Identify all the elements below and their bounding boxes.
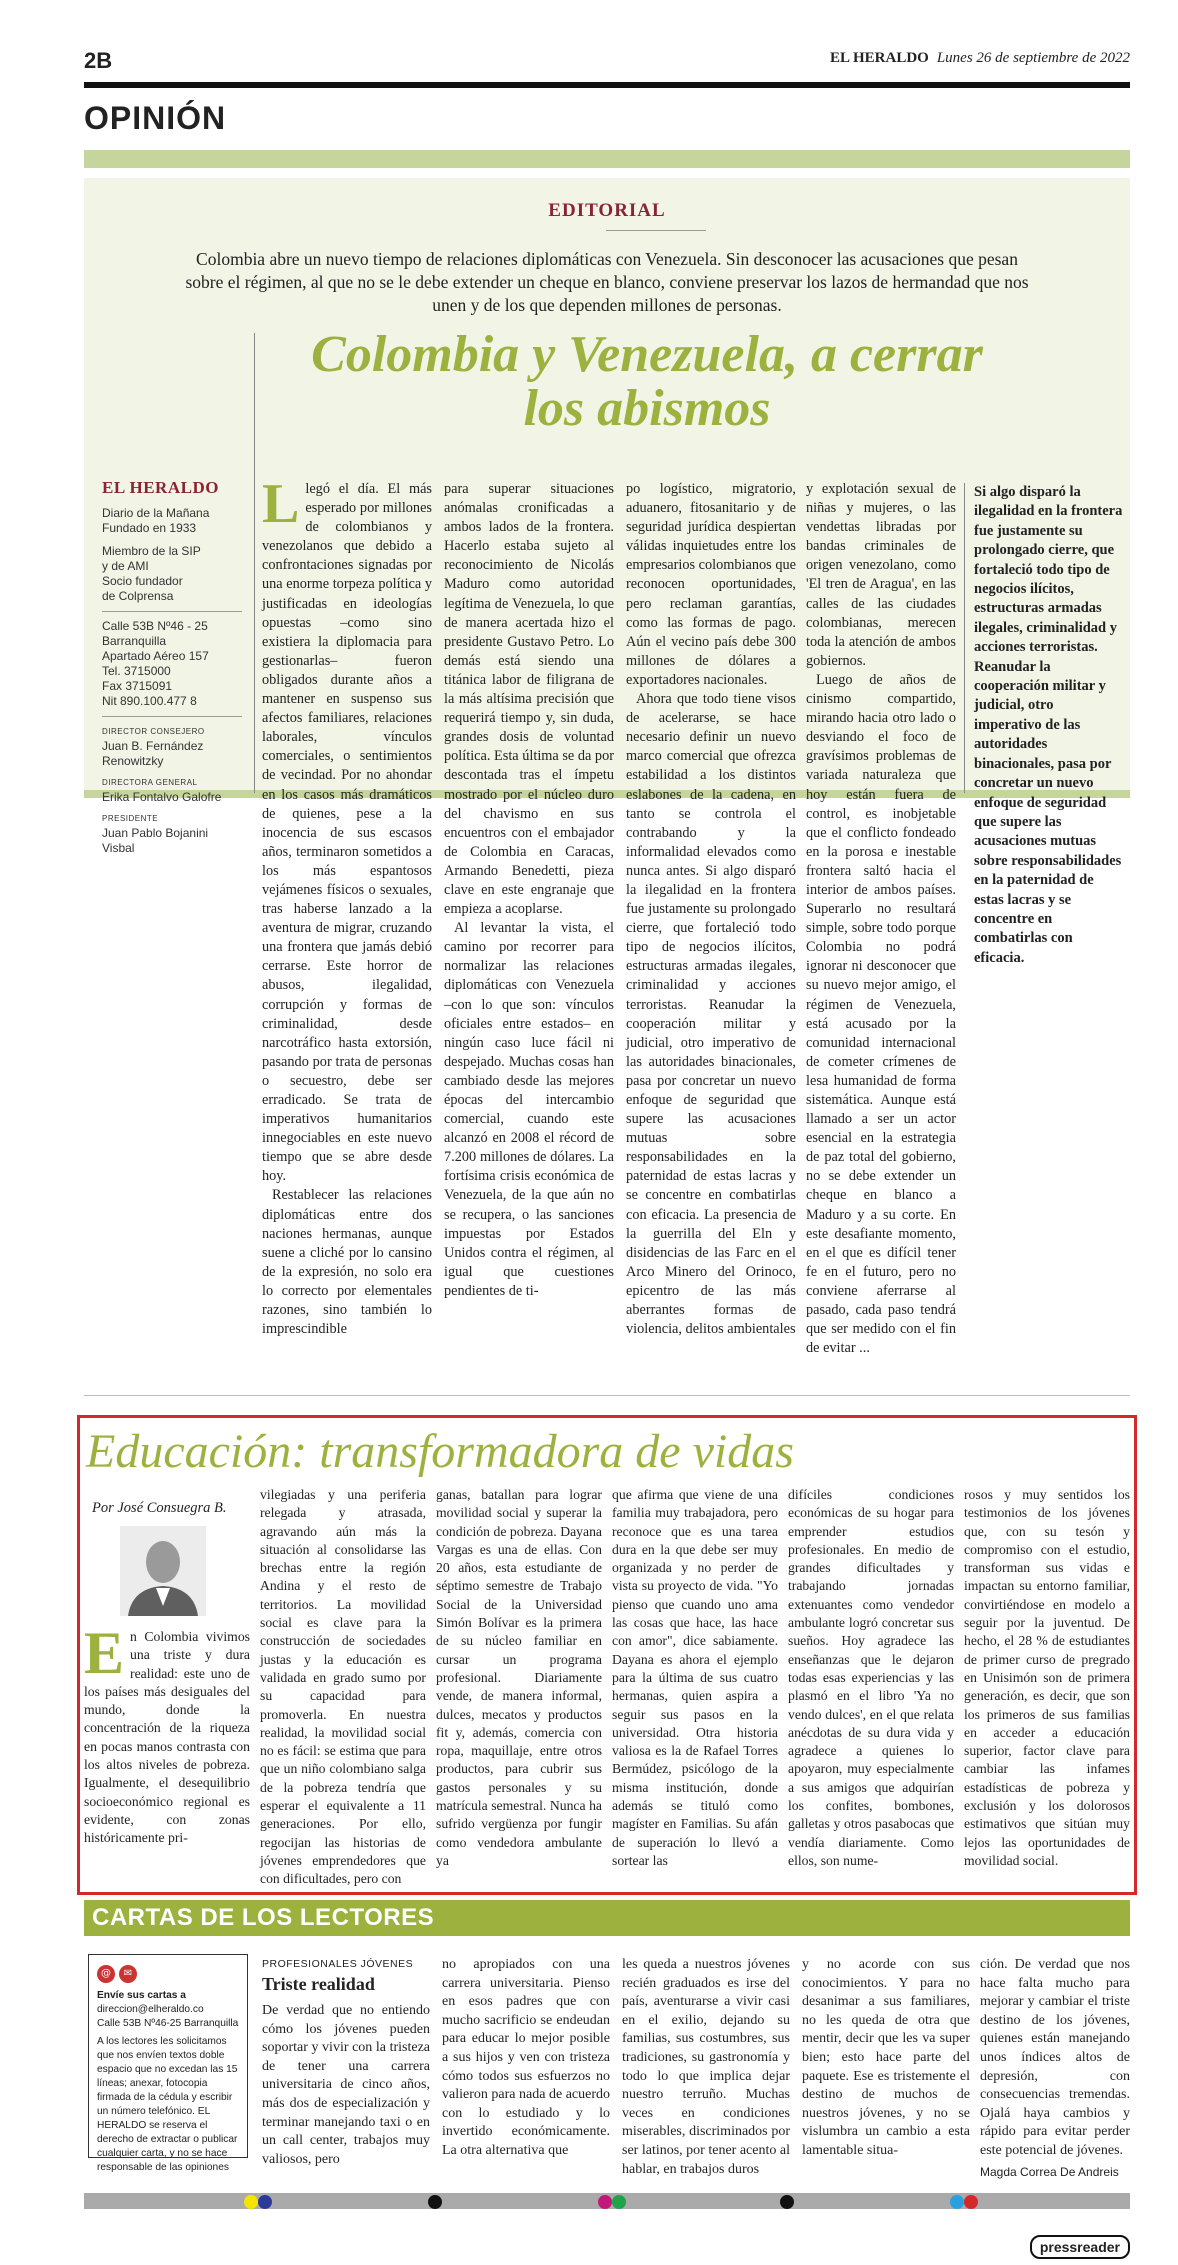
masthead-address: Fax 3715091	[102, 679, 173, 693]
pullquote-divider	[964, 483, 965, 793]
section-title: OPINIÓN	[84, 100, 227, 136]
editorial-column-3	[626, 480, 796, 1339]
editorial-label-rule	[606, 230, 706, 231]
registration-dot	[780, 2195, 794, 2209]
paragraph: po logístico, migratorio, aduanero, fitosanitario y de seguridad jurídica despiertan válidas inquietudes entre los empresarios colombianos que reconocen oportunidades, pero reclaman garantías, como las formas de pago. Aún el vecino país debe 300 millones de dólares a exportadores nacionales.	[626, 481, 796, 688]
contact-title: Envíe sus cartas a	[97, 1990, 186, 2001]
column-text-2: vilegiadas y una periferia relegada y atrasada, agravando aún más la situación al consolidarse las brechas entre la región Andina y el resto de territorios. La movilidad social es clave para la construcción de sociedades justas y la educación es validada en grado sumo por su capacidad para promoverla. En nuestra realidad, la movilidad social no es fácil: se estima que para que un niño colombiano salga de la pobreza tendría que esperar el equivalente a 11 generaciones. Por ello, regocijan las historias de jóvenes emprendedores que con dificultades, pero con	[260, 1487, 426, 1887]
pressreader-logo: pressreader	[1030, 2235, 1130, 2259]
editorial-column-2	[444, 480, 614, 1301]
registration-dot	[950, 2195, 964, 2209]
masthead-address: Nit 890.100.477 8	[102, 694, 197, 708]
section-divider	[84, 1395, 1130, 1396]
editorial-column-4	[806, 480, 956, 1357]
paper-dateline	[830, 50, 1130, 67]
masthead-person: Juan Pablo Bojanini Visbal	[102, 826, 209, 855]
column-text-4: que afirma que viene de una familia muy trabajadora, pero reconoce que es una tarea dura en la que debe ser muy organizada y no perder de vista su proyecto de vida. "Yo pienso que cuando uno ama las cosas que hace, las hace con amor", dice sabiamente. Dayana es ahora el ejemplo para la última de sus cuatro hermanas, quien aspira a seguir sus pasos en la universidad. Otra historia valiosa es la de Rafael Torres Bermúdez, psicólogo de la misma institución, donde además se tituló como magíster en Familias. Su afán de superación lo llevó a sortear las	[612, 1487, 778, 1868]
issue-date: Lunes 26 de septiembre de 2022	[936, 50, 1130, 66]
column-headline: Educación: transformadora de vidas	[86, 1425, 794, 1478]
drop-cap: E	[84, 1620, 125, 1686]
masthead-address: Barranquilla	[102, 634, 167, 648]
letter-column-1: De verdad que no entiendo cómo los jóvenes pueden soportar y vivir con la tristeza de tener una carrera universitaria de cinco años, más dos de especialización y terminar manejando taxi o en un call center, trabajos muy valiosos, pero	[262, 2003, 430, 2167]
letter-column-5	[980, 1956, 1130, 2179]
editorial-headline: Colombia y Venezuela, a cerrar los abismos	[311, 326, 983, 437]
column-text-1	[84, 1620, 250, 1848]
masthead-line: y de AMI	[102, 559, 149, 573]
registration-dot	[258, 2195, 272, 2209]
registration-dot	[598, 2195, 612, 2209]
paragraph: Ahora que todo tiene visos de acelerarse, se hace necesario definir un nuevo marco comercial que ofrezca estabilidad a los distintos eslabones de la cadena, en tanto se controla el contrabando y la informalidad elevados como nunca antes. Si algo disparó la ilegalidad en la frontera fue justamente su prolongado cierre, que fortaleció todo tipo de negocios ilícitos, estructuras armadas ilegales, criminalidad y acciones terroristas. Reanudar la cooperación militar y judicial, otro imperativo de las autoridades binacionales, pasa por concretar un nuevo enfoque de seguridad que supere las acusaciones mutuas sobre responsabilidades en la paternidad de estas lacras y se concentre en combatirlas con eficacia. La presencia de la guerrilla del Eln y disidencias de las Farc en el Arco Minero del Orinoco, epicentro de las más aberrantes formas de violencia, delitos ambientales	[626, 691, 796, 1338]
mail-icon: ✉	[119, 1965, 137, 1983]
masthead-role: DIRECTOR CONSEJERO	[102, 727, 205, 736]
masthead-line: de Colprensa	[102, 589, 174, 603]
masthead-divider	[102, 716, 242, 717]
masthead-role: DIRECTORA GENERAL	[102, 778, 198, 787]
masthead-person: Juan B. Fernández Renowitzky	[102, 739, 204, 768]
masthead-address: Apartado Aéreo 157	[102, 649, 209, 663]
letter-column-4: y no acorde con sus conocimientos. Y para no desanimar a sus familiares, no les queda de otra que mentir, decir que les va super bien; esto hace parte del paquete. Ese es tristemente el destino de muchos de nuestros jóvenes, y no se vislumbra un cambio a esta lamentable situa-	[802, 1957, 970, 2158]
registration-dot	[612, 2195, 626, 2209]
masthead-line: Miembro de la SIP	[102, 544, 201, 558]
editorial-label: EDITORIAL	[548, 200, 666, 221]
masthead	[102, 478, 242, 856]
paragraph: para superar situaciones anómalas cronificadas a ambos lados de la frontera. Hacerlo estaba sujeto al reconocimiento de Nicolás Maduro como autoridad legítima de Venezuela, lo que de manera acertada hizo el presidente Gustavo Petro. Lo demás está siendo una titánica labor de filigrana de la más altísima precisión que requerirá tiempo y, sin duda, grandes dosis de voluntad política. Esta última se da por descontada tras el ímpetu mostrado por el núcleo duro del chavismo en sus encuentros con el embajador de Colombia en Caracas, Armando Benedetti, pieza clave en este engranaje que empieza a acoplarse.	[444, 481, 614, 918]
masthead-line: Diario de la Mañana	[102, 506, 210, 520]
masthead-line: Socio fundador	[102, 574, 183, 588]
paragraph: Al levantar la vista, el camino por recorrer para normalizar las relaciones diplomáticas con Venezuela –con lo que son: vínculos oficiales entre estados– en ningún caso luce fácil ni despejado. Muchas cosas han cambiado desde las mejores épocas del intercambio comercial, cuando este alcanzó en 2008 el récord de 7.200 millones de dólares. La fortísima crisis económica de Venezuela, de la que aún no se recupera, o las sanciones impuestas por Estados Unidos contra el régimen, al igual que cuestiones pendientes de ti-	[444, 920, 614, 1299]
contact-email[interactable]: direccion@elheraldo.co	[97, 2004, 204, 2015]
column-text-5: difíciles condiciones económicas de su hogar para emprender estudios profesionales. En medio de grandes dificultades y trabajando jornadas extenuantes como vendedor ambulante logró concretar sus sueños. Hoy agradece las enseñanzas que le dejaron todas esas experiencias y las plasmó en el libro 'Ya no vendo dulces', en el que relata anécdotas de su dura vida y agradece a quienes lo apoyaron, muy especialmente a sus amigos que adquirían los confites, bombones, galletas y otros pasabocas que vendía diariamente. Como ellos, son nume-	[788, 1487, 954, 1868]
registration-dot	[428, 2195, 442, 2209]
column-author: Por José Consuegra B.	[92, 1500, 227, 1516]
header-rule	[84, 82, 1130, 88]
letter-column-3: les queda a nuestros jóvenes recién graduados es irse del país, aventurarse a vivir casi en el exilio, dejando su familias, sus costumbres, sus tradiciones, su gastronomía y todo lo que implica dejar nuestro terruño. Muchas veces en condiciones miserables, discriminados por ser latinos, por tener acento al hablar, en trabajos duros	[622, 1957, 790, 2177]
editorial-lead: Colombia abre un nuevo tiempo de relaciones diplomáticas con Venezuela. Sin desconocer las acusaciones que pesan sobre el régimen, al que no se le debe extender un cheque en blanco, conviene preservar los lazos de hermandad que nos unen y de los que dependen millones de personas.	[185, 249, 1029, 315]
contact-address: Calle 53B Nº46-25 Barranquilla	[97, 2018, 239, 2029]
letter-signature: Magda Correa De Andreis	[980, 2164, 1119, 2179]
letter-headline: Triste realidad	[262, 1974, 375, 1994]
paragraph: Luego de años de cinismo compartido, mirando hacia otro lado o desviando el foco de gravísimos problemas de variada naturaleza que hoy están fuera de control, es inobjetable que el conflicto fondeado en la porosa e inestable frontera saltó hacia el interior de ambos países. Superarlo no resultará simple, sobre todo porque Colombia no podrá ignorar ni desconocer que su nuevo mejor amigo, el régimen de Venezuela, está acusado por la comunidad internacional de cometer crímenes de lesa humanidad de forma sistemática. Aunque está llamado a ser un actor esencial en la estrategia de paz total del gobierno, no se debe extender un cheque en blanco a Maduro y a su corte. En este desafiante momento, en el que es difícil tener fe en el futuro, pero no conviene aferrarse al pasado, cada paso tendrá que ser medido con el fin de evitar ...	[806, 671, 956, 1357]
editorial-box	[84, 178, 1130, 1357]
letter-column-2: no apropiados con una carrera universitaria. Pienso en esos padres que con mucho sacrificio se endeudan para educar lo mejor posible a sus hijos y ven con tristeza cómo todos sus esfuerzos no valieron para nada de acuerdo con lo estudiado y lo invertido económicamente. La otra alternativa que	[442, 1957, 610, 2158]
paragraph: legó el día. El más esperado por millones de colombianos y venezolanos que debido a confrontaciones signadas por una enorme torpeza política y justificadas en ideologías opuestas –como sino existiera la diplomacia para gestionarlas– fueron obligados durante años a mantener en suspenso sus afectos familiares, relaciones laborales, vínculos comerciales, o sentimientos de vecindad. Por no ahondar en los casos más dramáticos de quienes, pese a la inocencia de sus escasos años, terminaron sometidos a los más espantosos vejámenes físicos o sexuales, tras haberse lanzado a la aventura de migrar, cruzando una frontera que jamás debió cerrarse. Este horror de abusos, ilegalidad, corrupción y formas de criminalidad, desde narcotráfico hasta extorsión, pasando por trata de personas o secuestro, debe ser erradicado. Se trata de imperativos humanitarios innegociables en este nuevo tiempo que se abre desde hoy.	[262, 481, 432, 1185]
masthead-address: Tel. 3715000	[102, 664, 171, 678]
drop-cap: L	[262, 473, 300, 535]
at-icon: @	[97, 1965, 115, 1983]
letter-kicker: PROFESIONALES JÓVENES	[262, 1958, 414, 1970]
paragraph: n Colombia vivimos una triste y dura realidad: este uno de los países más desiguales del mundo, donde la concentración de la riqueza en pocas manos contrasta con los altos niveles de pobreza. Igualmente, el desequilibrio socioeconómico regional es evidente, con zonas históricamente pri-	[84, 1629, 250, 1846]
paragraph: ción. De verdad que nos hace falta mucho para mejorar y cambiar el triste destino de los jóvenes, quienes están manejando unos índices altos de depresión, con consecuencias tremendas. Ojalá haya cambios y rápido para evitar perder este potencial de jóvenes.	[980, 1957, 1130, 2158]
paragraph: Restablecer las relaciones diplomáticas entre dos naciones hermanas, aunque suene a cliché por lo cansino de la expresión, no solo era lo correcto por elementales razones, sino también lo imprescindible	[262, 1187, 432, 1338]
letters-section-title: CARTAS DE LOS LECTORES	[92, 1904, 435, 1931]
masthead-logo: EL HERALDO	[102, 478, 219, 497]
highlighted-column-box	[77, 1415, 1137, 1895]
page-number: 2B	[84, 48, 113, 73]
editorial-pullquote: Si algo disparó la ilegalidad en la frontera fue justamente su prolongado cierre, que fortaleció todo tipo de negocios ilícitos, estructuras armadas ilegales, criminalidad y acciones terroristas. Reanudar la cooperación militar y judicial, otro imperativo de las autoridades binacionales, pasa por concretar un nuevo enfoque de seguridad que supere las acusaciones mutuas sobre responsabilidades en la paternidad de estas lacras y se concentre en combatirlas con eficacia.	[974, 484, 1123, 966]
registration-dot	[244, 2195, 258, 2209]
editorial-column-1	[262, 473, 432, 1339]
section-bar	[84, 150, 1130, 168]
masthead-person: Erika Fontalvo Galofre	[102, 790, 222, 804]
masthead-line: Fundado en 1933	[102, 521, 197, 535]
contact-box	[88, 1954, 248, 2173]
paragraph: y explotación sexual de niñas y mujeres, o las vendettas libradas por bandas criminales de origen venezolano, como 'El tren de Aragua', en las calles de las ciudades colombianas, merecen toda la atención de ambos gobiernos.	[806, 481, 956, 669]
paper-name: EL HERALDO	[830, 50, 929, 66]
author-photo	[120, 1526, 206, 1616]
masthead-divider	[102, 611, 242, 612]
column-divider	[254, 333, 255, 793]
contact-note: A los lectores les solicitamos que nos envíen textos doble espacio que no excedan las 15 líneas; anexar, fotocopia firmada de la cédula y escribir un número telefónico. EL HERALDO se reserva el derecho de extractar o publicar cualquier carta, y no se hace responsable de las opiniones	[97, 2036, 238, 2173]
registration-dot	[964, 2195, 978, 2209]
masthead-address: Calle 53B Nº46 - 25	[102, 619, 208, 633]
column-text-3: ganas, batallan para lograr movilidad social y superar la condición de pobreza. Dayana Vargas es una de ellas. Con 20 años, esta estudiante de séptimo semestre de Trabajo Social de la Universidad Simón Bolívar es la primera de su núcleo familiar en cursar un programa profesional. Diariamente vende, de manera informal, dulces, mecatos y productos fit y, además, comercia con ropa, maquillaje, entre otros productos, para cubrir sus gastos personales y su matrícula semestral. Nunca ha sufrido vergüenza por fungir como vendedora ambulante ya	[436, 1487, 602, 1868]
masthead-role: PRESIDENTE	[102, 814, 159, 823]
column-text-6: rosos y muy sentidos los testimonios de los jóvenes que, con su tesón y compromiso con el estudio, transforman sus vidas e impactan su entorno familiar, convirtiéndose en modelo a seguir por la juventud. De hecho, el 28 % de estudiantes de primer curso de pregrado en Unisimón son de primera generación, es decir, que son los primeros de sus familias en acceder a educación superior, factor clave para cambiar las infames estadísticas de pobreza y exclusión y los dolorosos estimativos que sitúan muy lejos las oportunidades de movilidad social.	[964, 1487, 1130, 1868]
